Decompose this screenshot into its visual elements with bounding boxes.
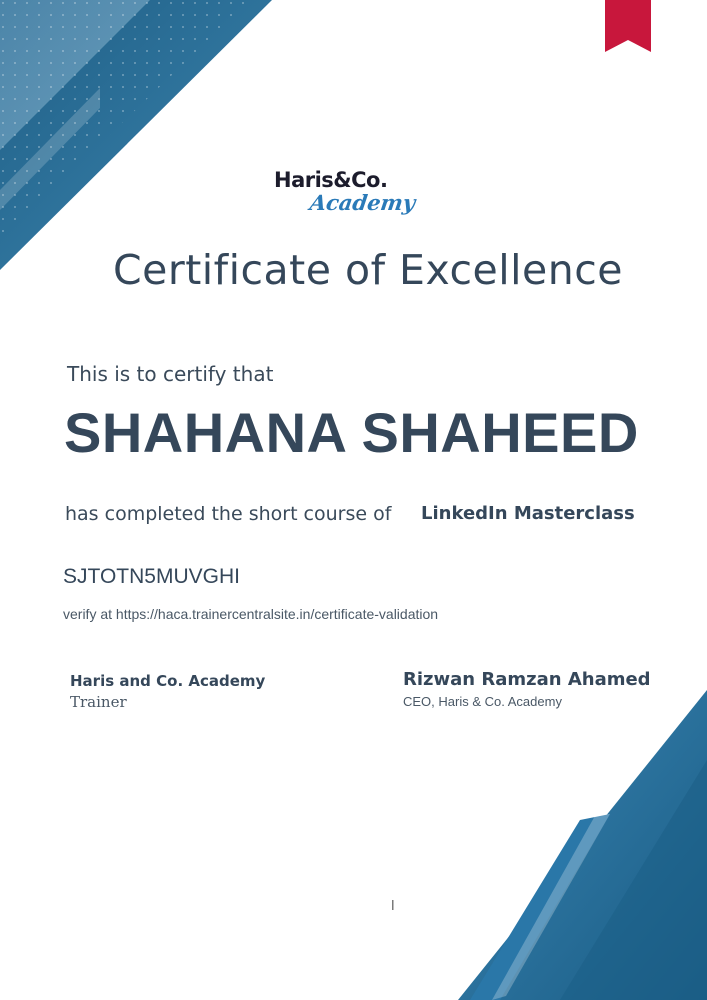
footer-mark: l xyxy=(391,899,395,914)
certificate-title: Certificate of Excellence xyxy=(113,246,624,294)
course-name: LinkedIn Masterclass xyxy=(421,503,635,524)
bookmark-ribbon-icon xyxy=(605,0,651,52)
ceo-name: Rizwan Ramzan Ahamed xyxy=(403,669,651,690)
logo-main-text: Haris&Co. xyxy=(274,168,388,192)
logo-sub-text: Academy xyxy=(308,190,417,215)
certify-intro-text: This is to certify that xyxy=(67,362,274,386)
trainer-role: Trainer xyxy=(70,693,127,711)
top-left-corner-shape xyxy=(0,0,272,270)
certificate-id: SJTOTN5MUVGHI xyxy=(63,565,240,588)
academy-logo xyxy=(274,168,417,224)
completion-text: has completed the short course of xyxy=(65,503,392,525)
trainer-name: Haris and Co. Academy xyxy=(70,672,266,690)
verification-text: verify at https://haca.trainercentralsite.in/certificate-validation xyxy=(63,606,439,622)
recipient-name: SHAHANA SHAHEED xyxy=(64,401,639,464)
ceo-role: CEO, Haris & Co. Academy xyxy=(403,694,562,709)
bottom-right-corner-shape xyxy=(458,690,707,1000)
